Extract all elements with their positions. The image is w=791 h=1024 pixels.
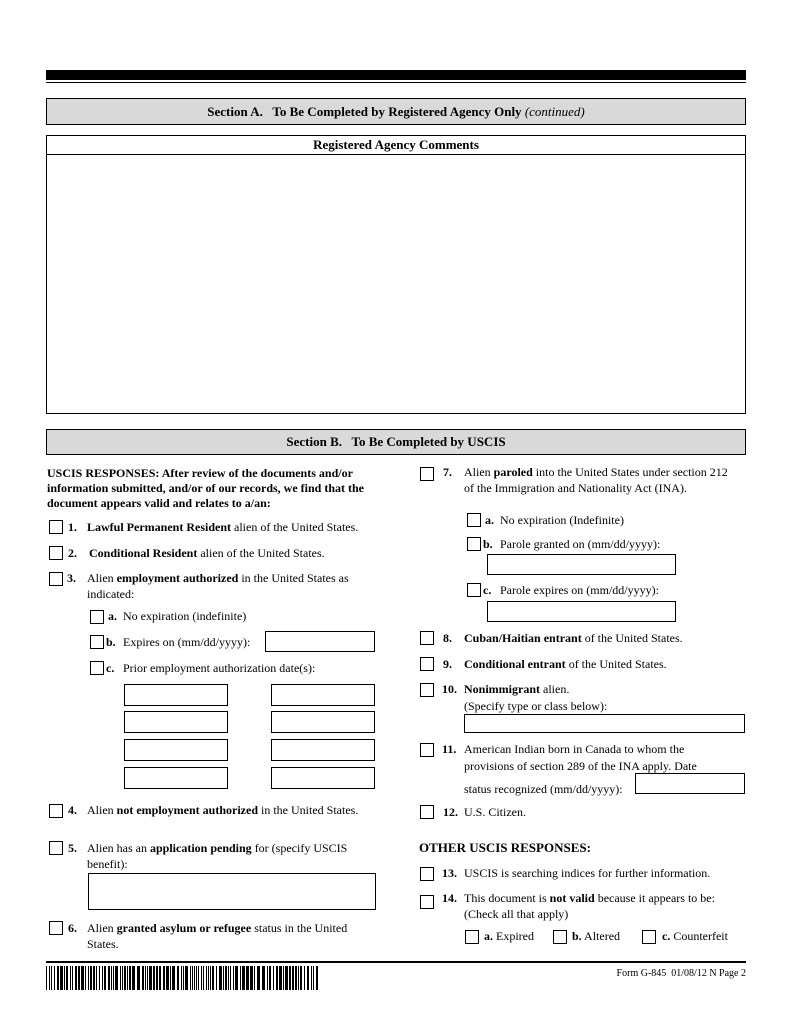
- item-11-line1: American Indian born in Canada to whom the: [464, 742, 685, 756]
- prior-date-input-6[interactable]: [271, 739, 375, 761]
- item-3-number: 3.: [67, 571, 76, 585]
- form-id-footer: Form G-845 01/08/12 N Page 2: [616, 968, 746, 979]
- item-10-number: 10.: [442, 682, 457, 696]
- checkbox-item-14b[interactable]: [553, 930, 567, 944]
- item-7c-text: Parole expires on (mm/dd/yyyy):: [500, 583, 659, 597]
- item-11-line2: provisions of section 289 of the INA apply. Date: [464, 759, 697, 773]
- item-8-text: Cuban/Haitian entrant of the United States.: [464, 631, 683, 645]
- checkbox-item-12[interactable]: [420, 805, 434, 819]
- item-14b-label: b. Altered: [572, 929, 621, 943]
- item-1-text: Lawful Permanent Resident alien of the United States.: [87, 520, 359, 534]
- item-9-number: 9.: [443, 657, 452, 671]
- section-a-title-suffix: (continued): [524, 104, 585, 119]
- uscis-responses-intro: USCIS RESPONSES: After review of the documents and/or information submitted, and/or of our records, we find that the document appears valid and relates to a/an:: [47, 466, 365, 510]
- item-7a-text: No expiration (Indefinite): [500, 513, 624, 527]
- item-13-text: USCIS is searching indices for further information.: [464, 866, 711, 880]
- item-1-number: 1.: [68, 520, 77, 534]
- checkbox-item-3b[interactable]: [90, 635, 104, 649]
- item-3a-text: No expiration (indefinite): [123, 609, 247, 623]
- other-responses-heading: OTHER USCIS RESPONSES:: [419, 840, 591, 855]
- item-7c-letter: c.: [483, 583, 492, 597]
- comments-box: [46, 135, 746, 414]
- item-9-text: Conditional entrant of the United States.: [464, 657, 667, 671]
- checkbox-item-14a[interactable]: [465, 930, 479, 944]
- item-12-number: 12.: [443, 805, 458, 819]
- item-6-text: Alien granted asylum or refugee status in the United States.: [87, 921, 348, 951]
- checkbox-item-9[interactable]: [420, 657, 434, 671]
- item-7b-granted-input[interactable]: [487, 554, 676, 575]
- section-b-title: Section B. To Be Completed by USCIS: [286, 434, 506, 449]
- item-14-subtext: (Check all that apply): [464, 907, 569, 921]
- item-3b-expires-input[interactable]: [265, 631, 375, 652]
- prior-date-input-7[interactable]: [124, 767, 228, 789]
- item-2-number: 2.: [68, 546, 77, 560]
- item-14-text: This document is not valid because it appears to be:: [464, 891, 715, 905]
- top-thick-rule: [46, 70, 746, 80]
- item-7-number: 7.: [443, 465, 452, 479]
- checkbox-item-3c[interactable]: [90, 661, 104, 675]
- item-13-number: 13.: [442, 866, 457, 880]
- checkbox-item-8[interactable]: [420, 631, 434, 645]
- checkbox-item-1[interactable]: [49, 520, 63, 534]
- item-10-text: Nonimmigrant alien.: [464, 682, 570, 696]
- checkbox-item-2[interactable]: [49, 546, 63, 560]
- item-5-benefit-input[interactable]: [88, 873, 376, 910]
- checkbox-item-7b[interactable]: [467, 537, 481, 551]
- checkbox-item-7c[interactable]: [467, 583, 481, 597]
- top-thin-rule: [46, 82, 746, 83]
- checkbox-item-14[interactable]: [420, 895, 434, 909]
- item-14-number: 14.: [442, 891, 457, 905]
- item-7-text: Alien paroled into the United States under section 212 of the Immigration and Nationality Act (INA).: [464, 465, 728, 495]
- section-a-header: [46, 98, 746, 125]
- prior-date-input-5[interactable]: [124, 739, 228, 761]
- item-3b-letter: b.: [106, 635, 116, 649]
- checkbox-item-14c[interactable]: [642, 930, 656, 944]
- item-10-class-input[interactable]: [464, 714, 745, 733]
- item-11-date-input[interactable]: [635, 773, 745, 794]
- item-3b-text: Expires on (mm/dd/yyyy):: [123, 635, 251, 649]
- checkbox-item-6[interactable]: [49, 921, 63, 935]
- prior-date-input-1[interactable]: [124, 684, 228, 706]
- barcode: [46, 966, 321, 990]
- item-5-text: Alien has an application pending for (specify USCIS benefit):: [87, 841, 348, 871]
- item-5-number: 5.: [68, 841, 77, 855]
- section-b-header: [46, 429, 746, 455]
- prior-date-input-4[interactable]: [271, 711, 375, 733]
- item-4-text: Alien not employment authorized in the United States.: [87, 803, 359, 817]
- prior-date-input-3[interactable]: [124, 711, 228, 733]
- item-7b-text: Parole granted on (mm/dd/yyyy):: [500, 537, 661, 551]
- item-7a-letter: a.: [485, 513, 494, 527]
- item-7b-letter: b.: [483, 537, 493, 551]
- item-11-number: 11.: [442, 742, 457, 756]
- item-4-number: 4.: [68, 803, 77, 817]
- checkbox-item-5[interactable]: [49, 841, 63, 855]
- item-3c-text: Prior employment authorization date(s):: [123, 661, 316, 675]
- comments-textarea[interactable]: [47, 155, 749, 417]
- item-8-number: 8.: [443, 631, 452, 645]
- item-6-number: 6.: [68, 921, 77, 935]
- item-12-text: U.S. Citizen.: [464, 805, 526, 819]
- checkbox-item-3[interactable]: [49, 572, 63, 586]
- comments-label: Registered Agency Comments: [47, 136, 745, 155]
- section-a-title: Section A. To Be Completed by Registered Agency Only: [207, 104, 522, 119]
- footer-rule: [46, 961, 746, 963]
- item-14a-label: a. Expired: [484, 929, 534, 943]
- prior-date-input-2[interactable]: [271, 684, 375, 706]
- checkbox-item-11[interactable]: [420, 743, 434, 757]
- checkbox-item-10[interactable]: [420, 683, 434, 697]
- item-11-line3: status recognized (mm/dd/yyyy):: [464, 782, 623, 796]
- item-7c-expires-input[interactable]: [487, 601, 676, 622]
- checkbox-item-7[interactable]: [420, 467, 434, 481]
- item-10-subtext: (Specify type or class below):: [464, 699, 608, 713]
- checkbox-item-13[interactable]: [420, 867, 434, 881]
- checkbox-item-7a[interactable]: [467, 513, 481, 527]
- checkbox-item-4[interactable]: [49, 804, 63, 818]
- prior-date-input-8[interactable]: [271, 767, 375, 789]
- checkbox-item-3a[interactable]: [90, 610, 104, 624]
- item-3c-letter: c.: [106, 661, 115, 675]
- item-2-text: Conditional Resident alien of the United States.: [89, 546, 325, 560]
- item-14c-label: c. Counterfeit: [662, 929, 728, 943]
- item-3-text: Alien employment authorized in the United States as indicated:: [87, 571, 349, 601]
- item-3a-letter: a.: [108, 609, 117, 623]
